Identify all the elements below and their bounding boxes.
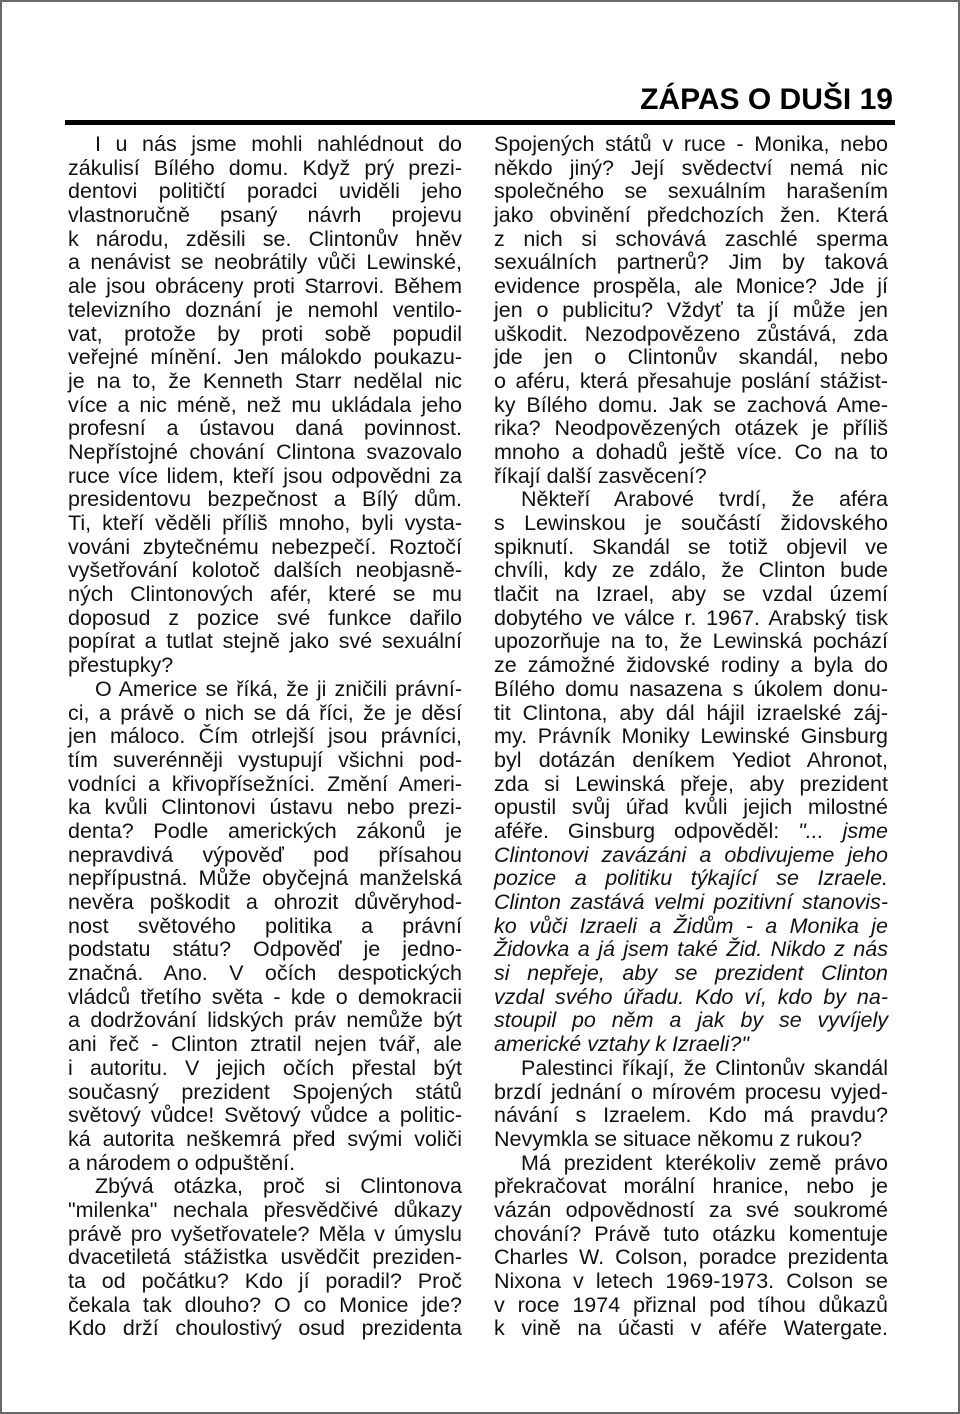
page-header [640, 82, 893, 118]
text-line: ká autorita neškemrá před svými voliči [68, 1126, 462, 1151]
text-line: "milenka" nechala přesvědčivé důkazy [68, 1197, 462, 1222]
text-line: překračovat morální hranice, nebo je [494, 1174, 888, 1199]
text-line: Kdo drží choulostivý osud prezidenta [68, 1316, 462, 1341]
text-line: v roce 1974 přiznal pod tíhou důkazů [494, 1292, 888, 1317]
text-line: tit Clintona, aby dál hájil izraelské záj- [494, 700, 888, 725]
text-line: vyšetřování kolotoč dalších neobjasně- [68, 558, 462, 583]
header-rule [65, 120, 895, 125]
text-line: Nevymkla se situace někomu z rukou? [494, 1126, 863, 1151]
paragraph [494, 488, 888, 1057]
text-line: dvacetiletá stážistka usvědčit preziden- [68, 1245, 462, 1270]
text-line: Charles W. Colson, poradce prezidenta [494, 1245, 888, 1270]
text-line-mixed [494, 820, 888, 844]
text-line: ci, a právě o nich se dá říci, že je děsí [68, 700, 462, 725]
text-line: značná. Ano. V očích despotických [68, 961, 462, 986]
text-line: k národu, zděsili se. Clintonův hněv [68, 226, 462, 251]
text-line: ani řeč - Clinton ztratil nejen tvář, ale [68, 1032, 462, 1057]
text-line: jde jen o Clintonův skandál, nebo [494, 345, 888, 370]
text-line: jako obvinění předchozích žen. Která [494, 203, 888, 228]
text-line: popírat a tutlat stejně jako své sexuální [68, 629, 462, 654]
text-line: Zbývá otázka, proč si Clintonova [95, 1174, 462, 1199]
paragraph [494, 133, 888, 488]
text-line: chování? Právě tuto otázku komentuje [494, 1221, 888, 1246]
text-span: aféře. Ginsburg odpověděl: [494, 818, 799, 843]
quote-line: Židovka a já jsem také Žid. Nikdo z nás [494, 937, 888, 962]
text-line: nepravdivá výpověď pod přísahou [68, 842, 462, 867]
paragraph [68, 1175, 462, 1341]
text-line: Někteří Arabové tvrdí, že aféra [521, 487, 888, 512]
text-line: upozorňuje na to, že Lewinská pochází [494, 629, 888, 654]
text-line: ných Clintonových afér, které se mu [68, 582, 462, 607]
text-line: ale jsou obráceny proti Starrovi. Během [68, 274, 462, 299]
quote-line: Clintonovi zavázáni a obdivujeme jeho [494, 842, 888, 867]
paragraph [68, 133, 462, 678]
quote-line: ko vůči Izraeli a Židům - a Monika je [494, 913, 888, 938]
text-line: z nich si schovává zaschlé sperma [494, 226, 888, 251]
text-line: právě pro vyšetřovatele? Měla v úmyslu [68, 1221, 462, 1246]
text-line: současný prezident Spojených států [68, 1079, 462, 1104]
text-line: dobytého ve válce r. 1967. Arabský tisk [494, 605, 888, 630]
text-line: Spojených států v ruce - Monika, nebo [494, 132, 888, 156]
text-line: nost světového politika a právní [68, 913, 462, 938]
text-line: veřejné mínění. Jen málokdo poukazu- [68, 345, 462, 370]
text-line: dentovi političtí poradci uviděli jeho [68, 179, 462, 204]
text-line: televizního doznání je nemohl ventilo- [68, 297, 462, 322]
text-line: s Lewinskou je součástí židovského [494, 511, 888, 535]
text-line: nepřípustná. Může obyčejná manželská [68, 866, 462, 891]
text-line: I u nás jsme mohli nahlédnout do [95, 132, 462, 156]
text-line: denta? Podle amerických zákonů je [68, 818, 462, 843]
text-line: Má prezident kterékoliv země právo [521, 1150, 888, 1175]
paragraph [494, 1057, 888, 1152]
text-line: je na to, že Kenneth Starr nedělal nic [68, 368, 462, 393]
text-line: jen o publicitu? Vždyť ta jí může jen [494, 297, 888, 322]
text-line: rika? Neodpovězených otázek je příliš [494, 416, 888, 441]
right-column [494, 133, 888, 1341]
page-header-title: ZÁPAS O DUŠI [640, 83, 852, 116]
text-line: tlačit na Izrael, aby se vzdal území [494, 582, 888, 607]
text-line: vlastnoručně psaný návrh projevu [68, 203, 462, 228]
text-line: vázán odpovědností za své soukromé [494, 1197, 888, 1222]
quote-line: pozice a politiku týkající se Izraele. [494, 866, 888, 891]
text-line: a nenávist se neobrátily vůči Lewinské, [68, 250, 462, 275]
text-line: ky Bílého domu. Jak se zachová Ame- [494, 392, 888, 417]
text-line: Ti, kteří věděli příliš mnoho, byli vysta- [68, 511, 462, 535]
text-line: my. Právník Moniky Lewinské Ginsburg [494, 724, 888, 749]
text-line: tím suverénněji vystupují všichni pod- [68, 747, 462, 772]
text-line: vat, protože by proti sobě popudil [68, 321, 462, 346]
text-line: Bílého domu nasazena s úkolem donu- [494, 676, 888, 701]
text-line: vováni zbytečnému nebezpečí. Roztočí [68, 534, 462, 559]
text-line: zda si Lewinská přeje, aby prezident [494, 771, 888, 796]
paragraph [494, 1152, 888, 1342]
text-line: a národem o odpuštění. [68, 1150, 296, 1175]
text-line: uškodit. Nezodpovězeno zůstává, zda [494, 321, 888, 346]
text-line: Palestinci říkají, že Clintonův skandál [521, 1055, 888, 1080]
text-line: ze zámožné židovské rodiny a byla do [494, 653, 888, 678]
text-line: sexuálních partnerů? Jim by taková [494, 250, 888, 275]
text-line: vládců třetího světa - kde o demokracii [68, 984, 462, 1009]
text-line: opustil svůj úřad kvůli jejich milostné [494, 795, 888, 820]
quote-line: si nepřeje, aby se prezident Clinton [494, 961, 888, 986]
text-line: návání s Izraelem. Kdo má pravdu? [494, 1103, 888, 1128]
text-line: evidence prospěla, ale Monice? Jde jí [494, 274, 888, 299]
text-line: Nepřístojné chování Clintona svazovalo [68, 439, 462, 464]
text-line: k vině na účasti v aféře Watergate. [494, 1316, 888, 1341]
text-line: společného se sexuálním harašením [494, 179, 888, 204]
text-line: presidentovu bezpečnost a Bílý dům. [68, 487, 462, 512]
text-line: Nixona v letech 1969-1973. Colson se [494, 1269, 888, 1293]
text-line: byl dotázán deníkem Yediot Ahronot, [494, 747, 888, 772]
quote-line: Clinton zastává velmi pozitivní stanovis- [494, 890, 888, 914]
left-column [68, 133, 462, 1341]
text-line: mnoho a dohadů ještě více. Co na to [494, 439, 888, 464]
quote-line: americké vztahy k Izraeli?" [494, 1032, 749, 1057]
text-line: o aféru, která přesahuje poslání stážist- [494, 368, 888, 393]
text-line: i autoritu. V jejich očích přestal být [68, 1055, 462, 1080]
text-line: zákulisí Bílého domu. Když prý prezi- [68, 155, 462, 180]
text-line: a dodržování lidských práv nemůže být [68, 1008, 462, 1033]
text-line: někdo jiný? Její svědectví nemá nic [494, 155, 888, 180]
text-line: jen máloco. Čím otrlejší jsou právníci, [68, 724, 462, 749]
text-line: světový vůdce! Světový vůdce a politic- [68, 1103, 462, 1128]
text-line: spiknutí. Skandál se totiž objevil ve [494, 534, 888, 559]
quote-line: stoupil po něm a jak by se vyvíjely [494, 1008, 888, 1033]
text-line: ta od počátku? Kdo jí poradil? Proč [68, 1269, 462, 1293]
page-number: 19 [859, 83, 893, 116]
text-line: více a nic méně, než mu ukládala jeho [68, 392, 462, 417]
text-line: O Americe se říká, že ji zničili právní- [95, 676, 462, 701]
text-line: doposud z pozice své funkce dařilo [68, 605, 462, 630]
text-line: říkají další zasvěcení? [494, 463, 707, 488]
text-line: brzdí jednání o mírovém procesu vyjed- [494, 1079, 888, 1104]
text-line: ruce více lidem, kteří jsou odpovědni za [68, 463, 462, 488]
text-line: vodníci a křivopřísežníci. Změní Ameri- [68, 771, 462, 796]
text-line: chvíli, kdy ze zdálo, že Clinton bude [494, 558, 888, 583]
text-line: podstatu státu? Odpověď je jedno- [68, 937, 462, 962]
text-line: ka kvůli Clintonovi ústavu nebo prezi- [68, 795, 462, 820]
text-line: nevěra poškodit a ohrozit důvěryhod- [68, 890, 462, 914]
text-line: čekala tak dlouho? O co Monice jde? [68, 1292, 462, 1317]
text-line: profesní a ústavou daná povinnost. [68, 416, 462, 441]
text-line: přestupky? [68, 653, 174, 678]
quote-span: "... jsme [798, 818, 888, 843]
quote-line: vzdal svého úřadu. Kdo ví, kdo by na- [494, 984, 888, 1009]
paragraph [68, 678, 462, 1175]
